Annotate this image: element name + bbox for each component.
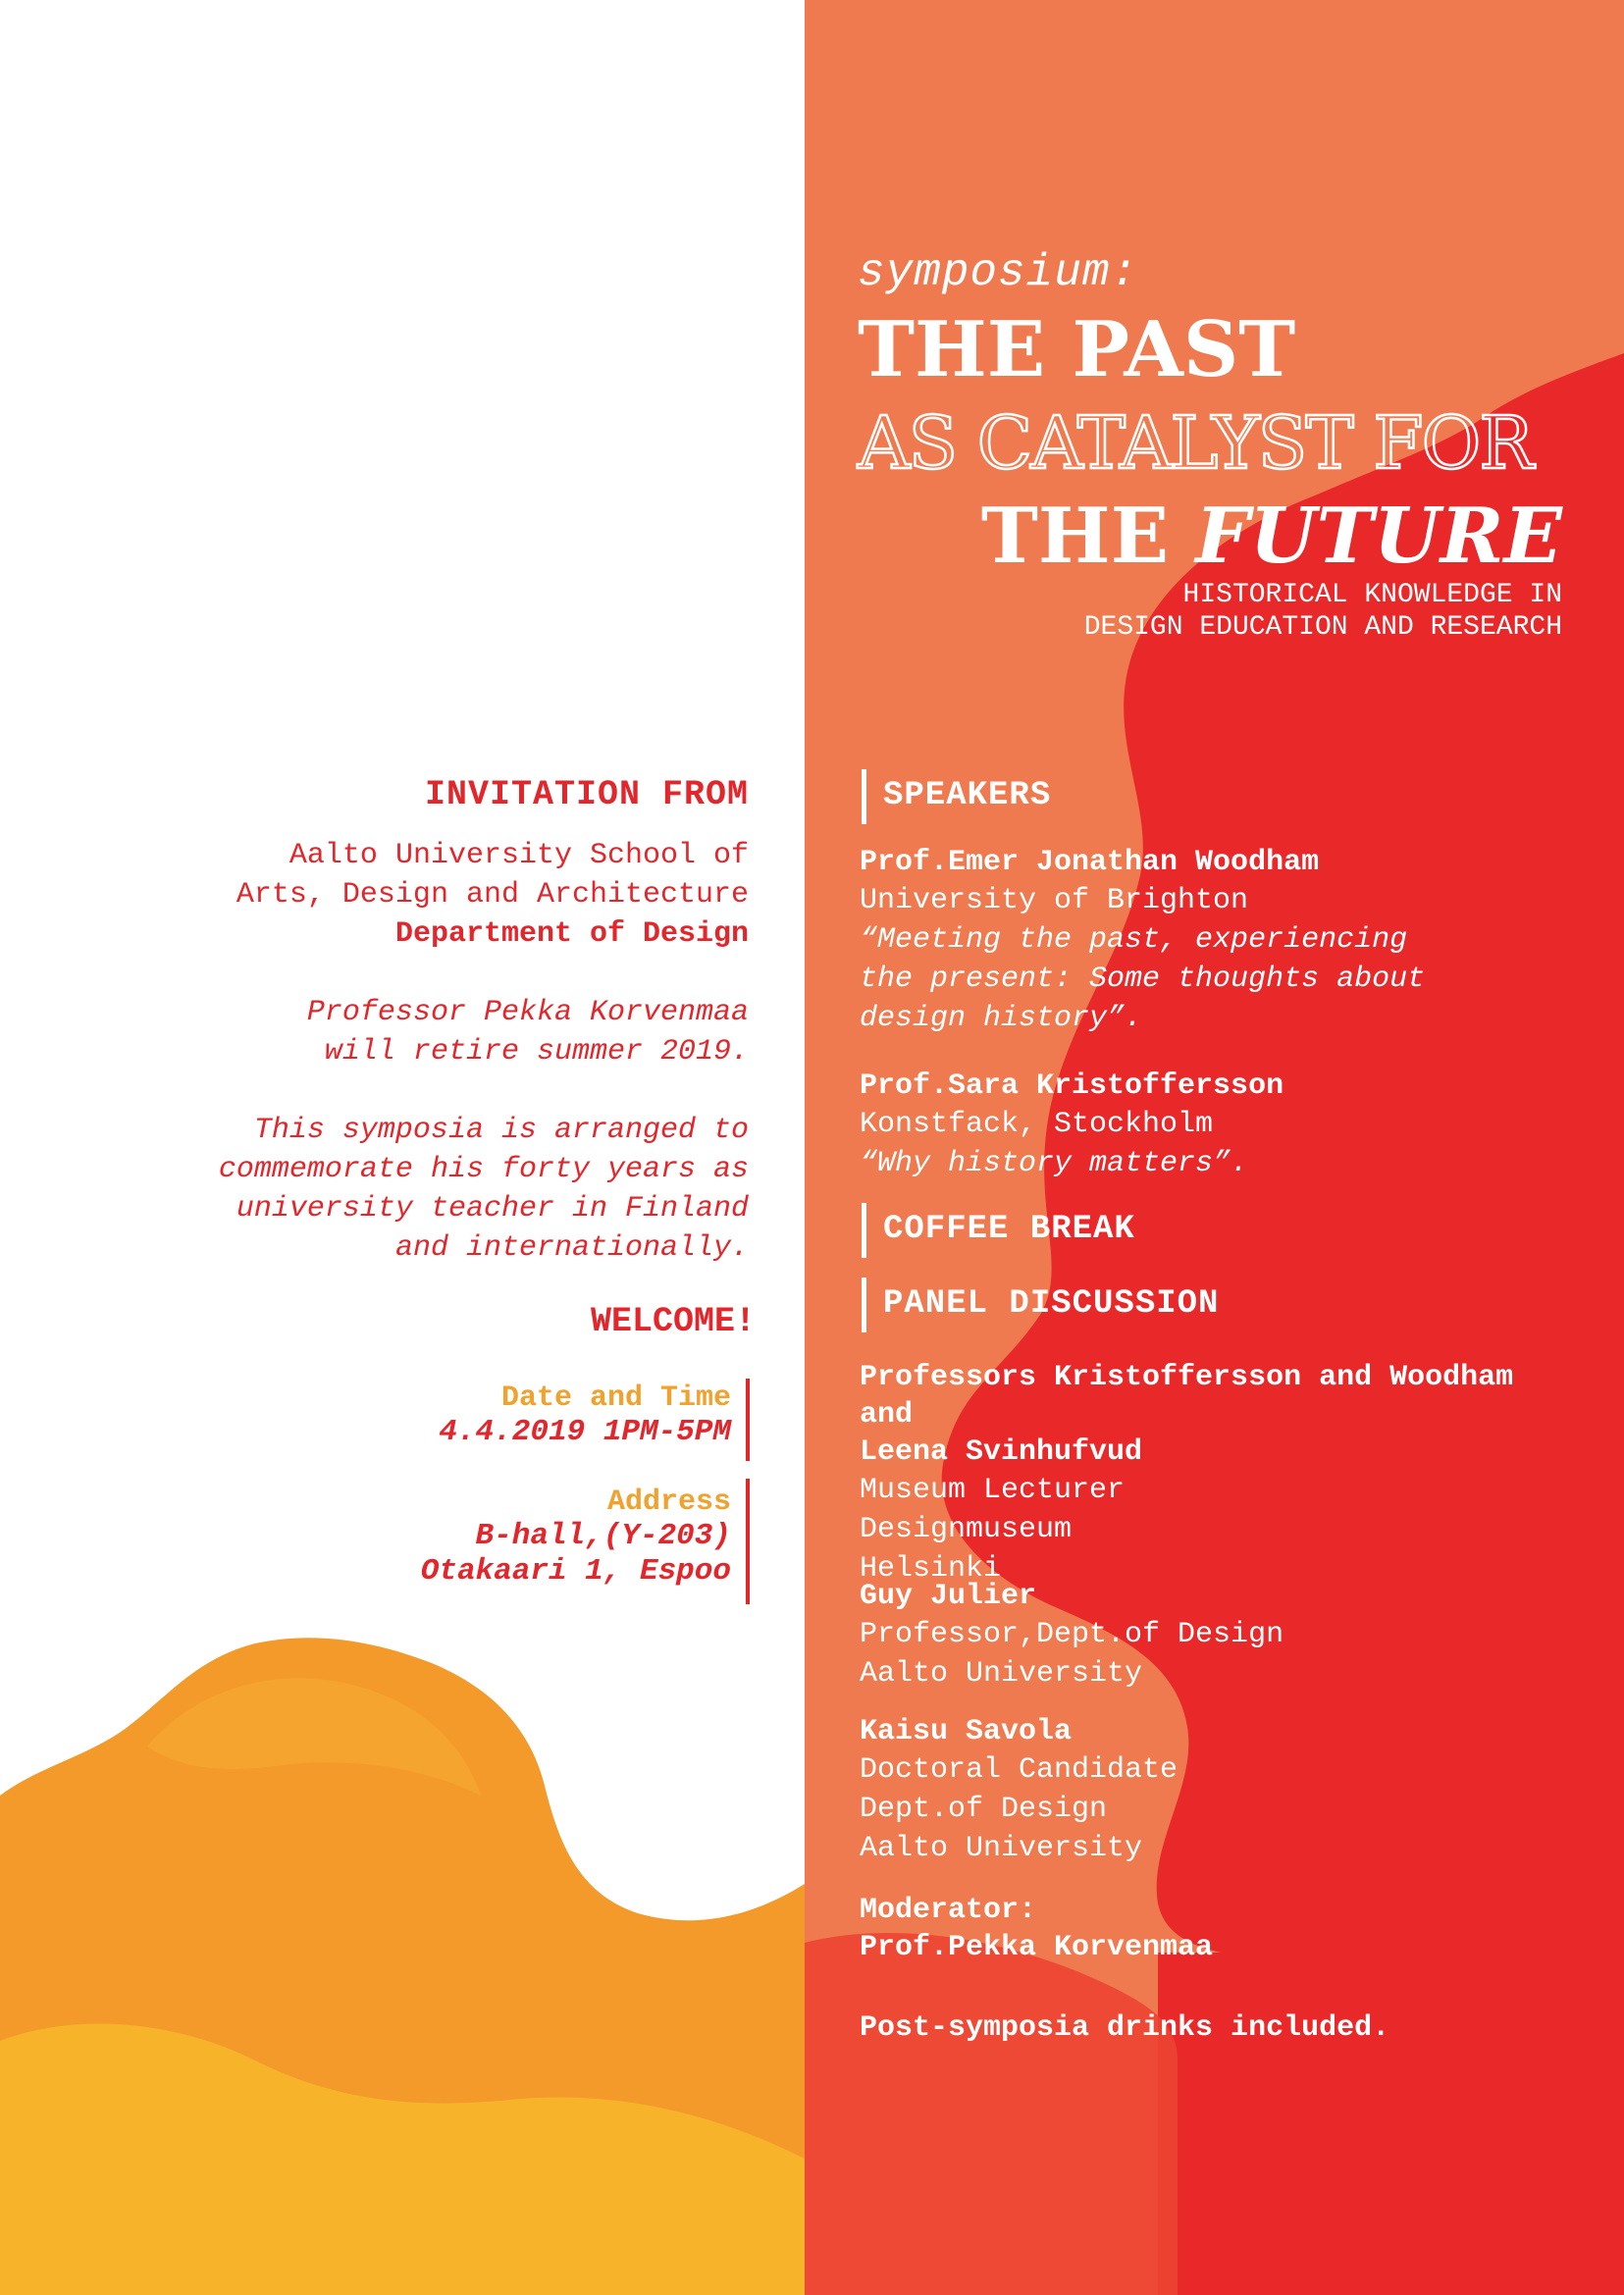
commem-line-2: commemorate his forty years as xyxy=(218,1153,749,1186)
org-line-1: Aalto University School of xyxy=(288,839,749,872)
speaker-name: Prof.Emer Jonathan Woodham xyxy=(860,846,1320,879)
department-name: Department of Design xyxy=(394,917,749,951)
retire-line-2: will retire summer 2019. xyxy=(324,1035,749,1069)
coffee-bar xyxy=(862,1203,866,1258)
commem-line-1: This symposia is arranged to xyxy=(253,1114,749,1147)
welcome-heading: WELCOME! xyxy=(590,1302,756,1341)
moderator-label: Moderator: xyxy=(860,1894,1037,1927)
date-value: 4.4.2019 1PM-5PM xyxy=(439,1415,731,1449)
panelist-affiliation-2: Aalto University xyxy=(860,1657,1143,1691)
speaker-woodham xyxy=(860,844,1566,1038)
retire-line-1: Professor Pekka Korvenmaa xyxy=(306,996,749,1029)
moderator-block xyxy=(860,1892,1566,1966)
panelist-name-line-2: Leena Svinhufvud xyxy=(860,1435,1143,1469)
title-line-3-prefix: THE xyxy=(980,492,1196,581)
panelist-affiliation-3: Helsinki xyxy=(860,1552,1002,1586)
subtitle xyxy=(858,579,1562,644)
title-line-1: THE PAST xyxy=(858,305,1296,394)
subtitle-line-2: DESIGN EDUCATION AND RESEARCH xyxy=(1083,612,1562,643)
address-line-1: B-hall,(Y-203) xyxy=(475,1519,731,1553)
speaker-affiliation: Konstfack, Stockholm xyxy=(860,1108,1214,1141)
commem-line-4: and internationally. xyxy=(394,1231,749,1265)
speakers-bar xyxy=(862,769,866,824)
commem-line-3: university teacher in Finland xyxy=(236,1192,749,1226)
title-line-3 xyxy=(858,492,1562,581)
talk-title-line-1: “Meeting the past, experiencing xyxy=(860,923,1408,957)
panel-discussion-heading: PANEL DISCUSSION xyxy=(883,1285,1220,1323)
panelist-affiliation-2: Dept.of Design xyxy=(860,1793,1108,1826)
speaker-kristoffersson xyxy=(860,1068,1566,1183)
talk-title-line-3: design history”. xyxy=(860,1002,1143,1035)
coffee-break-heading: COFFEE BREAK xyxy=(883,1211,1135,1248)
org-line-2: Arts, Design and Architecture xyxy=(236,878,749,912)
panelist-julier xyxy=(860,1578,1566,1694)
panel-bar xyxy=(862,1278,866,1332)
address-label: Address xyxy=(606,1486,731,1519)
speakers-heading: SPEAKERS xyxy=(883,777,1052,814)
panelist-affiliation-3: Aalto University xyxy=(860,1832,1143,1865)
moderator-name: Prof.Pekka Korvenmaa xyxy=(860,1931,1214,1964)
address-divider xyxy=(746,1479,750,1604)
date-block xyxy=(196,1382,731,1450)
panelist-name: Guy Julier xyxy=(860,1580,1037,1613)
commemoration-note xyxy=(108,1111,749,1268)
invitation-organization xyxy=(108,836,749,954)
closing-note: Post-symposia drinks included. xyxy=(860,2011,1390,2045)
speaker-name: Prof.Sara Kristoffersson xyxy=(860,1069,1284,1103)
speaker-affiliation: University of Brighton xyxy=(860,884,1249,917)
subtitle-line-1: HISTORICAL KNOWLEDGE IN xyxy=(1182,580,1562,610)
talk-title-line-1: “Why history matters”. xyxy=(860,1147,1249,1180)
title-future: FUTURE xyxy=(1195,492,1562,581)
invitation-heading: INVITATION FROM xyxy=(424,775,749,814)
panelist-affiliation-2: Designmuseum xyxy=(860,1513,1073,1546)
symposium-kicker: symposium: xyxy=(858,247,1139,298)
panelist-affiliation-1: Museum Lecturer xyxy=(860,1474,1126,1507)
title-line-2: AS CATALYST FOR xyxy=(858,401,1532,486)
talk-title-line-2: the present: Some thoughts about xyxy=(860,963,1426,996)
panelist-name-line-1: Professors Kristoffersson and Woodham and xyxy=(860,1361,1514,1432)
address-line-2: Otakaari 1, Espoo xyxy=(420,1554,731,1589)
address-block xyxy=(196,1486,731,1590)
panelist-svinhufvud xyxy=(860,1359,1566,1589)
panelist-savola xyxy=(860,1713,1566,1868)
retirement-note xyxy=(108,993,749,1071)
panelist-name: Kaisu Savola xyxy=(860,1715,1073,1748)
date-divider xyxy=(746,1379,750,1461)
panelist-affiliation-1: Doctoral Candidate xyxy=(860,1753,1179,1787)
date-label: Date and Time xyxy=(500,1382,731,1415)
panelist-affiliation-1: Professor,Dept.of Design xyxy=(860,1618,1284,1651)
